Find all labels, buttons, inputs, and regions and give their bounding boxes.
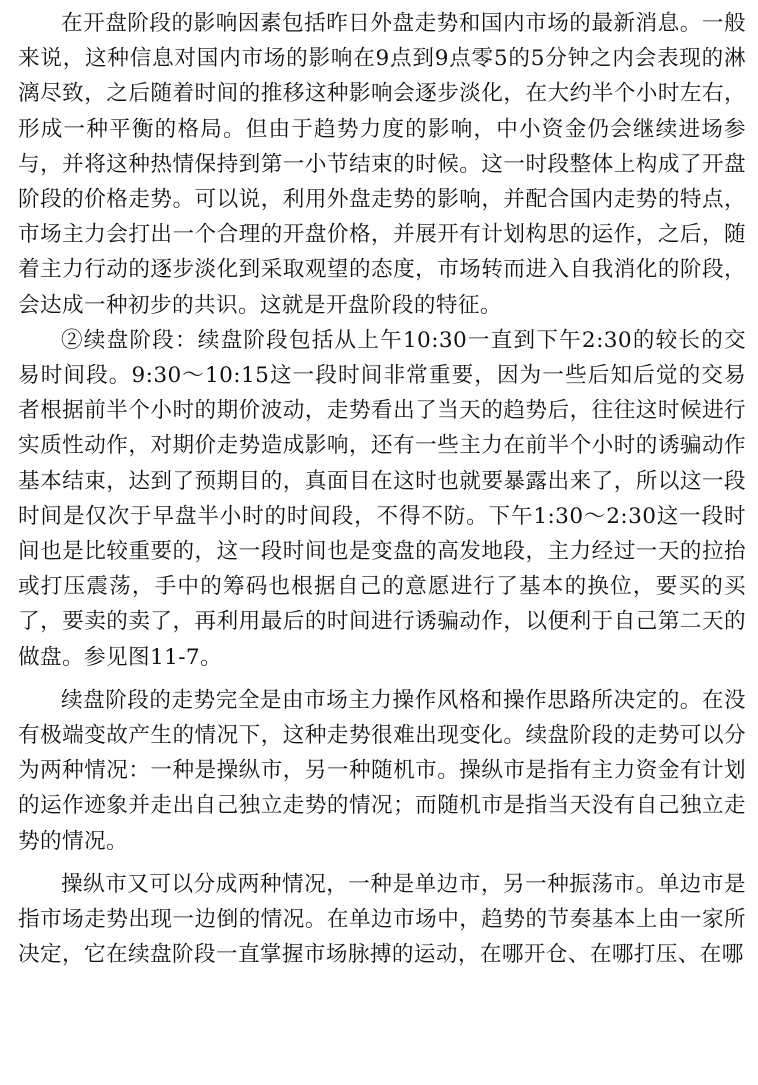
paragraph-opening-stage: 在开盘阶段的影响因素包括昨日外盘走势和国内市场的最新消息。一般来说，这种信息对国内市场的影响在9点到9点零5的5分钟之内会表现的淋漓尽致，之后随着时间的推移这种影响会逐步淡化，在大约半个小时左右，形成一种平衡的格局。但由于趋势力度的影响，中小资金仍会继续进场参与，并将这种热情保持到第一小节结束的时候。这一时段整体上构成了开盘阶段的价格走势。可以说，利用外盘走势的影响，并配合国内走势的特点，市场主力会打出一个合理的开盘价格，并展开有计划构思的运作，之后，随着主力行动的逐步淡化到采取观望的态度，市场转而进入自我消化的阶段，会达成一种初步的共识。这就是开盘阶段的特征。 — [18, 11, 746, 318]
document-page — [18, 6, 746, 972]
paragraph-continuation-trend: 续盘阶段的走势完全是由市场主力操作风格和操作思路所决定的。在没有极端变故产生的情况下，这种走势很难出现变化。续盘阶段的走势可以分为两种情况：一种是操纵市，另一种随机市。操纵市是指有主力资金有计划的运作迹象并走出自己独立走势的情况；而随机市是指当天没有自己独立走势的情况。 — [18, 687, 746, 854]
paragraph-continuation-stage: ②续盘阶段：续盘阶段包括从上午10:30一直到下午2:30的较长的交易时间段。9:30～10:15这一段时间非常重要，因为一些后知后觉的交易者根据前半个小时的期价波动，走势看出了当天的趋势后，往往这时候进行实质性动作，对期价走势造成影响，还有一些主力在前半个小时的诱骗动作基本结束，达到了预期目的，真面目在这时也就要暴露出来了，所以这一段时间是仅次于早盘半小时的时间段，不得不防。下午1:30～2:30这一段时间也是比较重要的，这一段时间也是变盘的高发地段，主力经过一天的拉抬或打压震荡，手中的筹码也根据自己的意愿进行了基本的换位，要买的买了，要卖的卖了，再利用最后的时间进行诱骗动作，以便利于自己第二天的做盘。参见图11-7。 — [18, 327, 746, 670]
paragraph-manipulated-market: 操纵市又可以分成两种情况，一种是单边市，另一种振荡市。单边市是指市场走势出现一边倒的情况。在单边市场中，趋势的节奏基本上由一家所决定，它在续盘阶段一直掌握市场脉搏的运动，在哪开仓、在哪打压、在哪 — [18, 871, 746, 968]
